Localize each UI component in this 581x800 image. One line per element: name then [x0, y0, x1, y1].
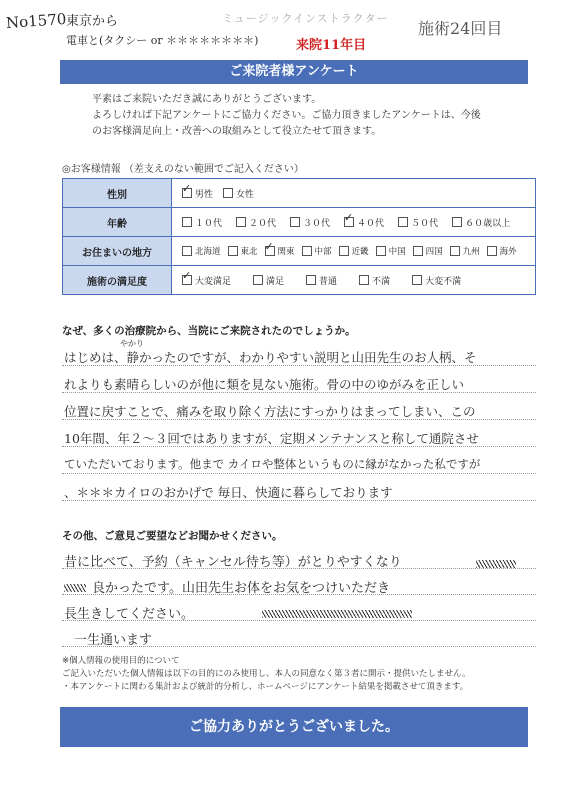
intro-line: 平素はご来院いただき誠にありがとうございます。	[92, 94, 322, 105]
age-option[interactable]: ２０代	[236, 216, 276, 229]
checkbox-icon[interactable]	[253, 275, 263, 285]
checkbox-checked-icon[interactable]	[182, 188, 192, 198]
form-row-gender	[63, 179, 536, 208]
checkbox-icon[interactable]	[450, 246, 460, 256]
region-option[interactable]: 海外	[487, 245, 517, 257]
checkbox-icon[interactable]	[182, 246, 192, 256]
checkbox-checked-icon[interactable]	[265, 246, 275, 256]
age-option[interactable]: ６０歳以上	[452, 216, 510, 229]
age-option[interactable]: ✓ ４０代	[344, 216, 384, 229]
region-option[interactable]: 中国	[376, 245, 406, 257]
gender-option-male[interactable]: ✓ 男性	[182, 187, 213, 200]
age-option[interactable]: ５０代	[398, 216, 438, 229]
checkbox-icon[interactable]	[182, 217, 192, 227]
scribble-mark	[262, 610, 412, 618]
checkbox-icon[interactable]	[376, 246, 386, 256]
checkbox-checked-icon[interactable]	[182, 275, 192, 285]
form-row-age	[63, 208, 536, 237]
checkbox-icon[interactable]	[306, 275, 316, 285]
region-option[interactable]: 四国	[413, 245, 443, 257]
gender-option-female[interactable]: 女性	[223, 187, 254, 200]
answer-1-line: 位置に戻すことで、痛みを取り除く方法にすっかりはまってしまい、この	[64, 404, 476, 419]
intro-text	[92, 92, 532, 140]
footer-thanks: ご協力ありがとうございました。	[60, 707, 528, 747]
satisfaction-option[interactable]: 不満	[359, 274, 390, 287]
answer-1-line: 、＊＊＊カイロのおかげで 毎日、快適に暮らしております	[64, 485, 393, 500]
answer-1-line: はじめは、静かったのですが、わかりやすい説明と山田先生のお人柄、そ	[64, 350, 477, 365]
note-line: ご記入いただいた個人情報は以下の目的にのみ使用し、本人の同意なく第３者に開示・提供いたしません。	[62, 669, 471, 679]
form-row-region	[63, 237, 536, 266]
visit-count: 来院11年目	[296, 38, 367, 53]
answer-1-line: 10年間、年２～３回ではありますが、定期メンテナンスと称して通院させ	[64, 431, 479, 446]
age-option[interactable]: ３０代	[290, 216, 330, 229]
question-1: なぜ、多くの治療院から、当院にご来院されたのでしょうか。	[62, 325, 356, 337]
checkbox-icon[interactable]	[359, 275, 369, 285]
form-label: 施術の満足度	[63, 266, 172, 295]
form-row-satisfaction	[63, 266, 536, 295]
region-option[interactable]: 中部	[302, 245, 332, 257]
intro-line: のお客様満足向上・改善への取組みとして役立たせて頂きます。	[92, 126, 382, 137]
route-line1: 東京から	[66, 14, 119, 29]
route-line2: 電車と(タクシー or ＊＊＊＊＊＊＊＊)	[66, 34, 259, 47]
question-2: その他、ご意見ご要望などお聞かせください。	[62, 530, 283, 542]
note-line: ・本アンケートに関わる集計および統計的分析し、ホームページにアンケート結果を掲載させて頂きます。	[62, 682, 469, 692]
occupation: ミュージックインストラクター	[222, 12, 389, 25]
checkbox-icon[interactable]	[223, 188, 233, 198]
treatment-count: 施術24回目	[418, 19, 503, 38]
answer-1-ruby: やかり	[120, 339, 144, 348]
checkbox-icon[interactable]	[228, 246, 238, 256]
region-option[interactable]: ✓ 関東	[265, 245, 295, 257]
handwritten-header	[0, 0, 581, 58]
checkbox-icon[interactable]	[398, 217, 408, 227]
form-label: 性別	[63, 179, 172, 208]
answer-1-line: ていただいております。他まで カイロや整体というものに縁がなかった私ですが	[64, 457, 481, 471]
region-option[interactable]: 九州	[450, 245, 480, 257]
region-option[interactable]: 北海道	[182, 245, 221, 257]
checkbox-icon[interactable]	[487, 246, 497, 256]
checkbox-icon[interactable]	[452, 217, 462, 227]
checkbox-icon[interactable]	[412, 275, 422, 285]
privacy-notes	[62, 655, 542, 694]
checkbox-icon[interactable]	[339, 246, 349, 256]
answer-1-line: れよりも素晴らしいのが他に類を見ない施術。骨の中のゆがみを正しい	[64, 377, 465, 392]
answer-2-line: 良かったです。山田先生お体をお気をつけいただき	[92, 581, 390, 596]
note-line: ※個人情報の使用目的について	[62, 656, 180, 666]
satisfaction-option[interactable]: ✓ 大変満足	[182, 274, 231, 287]
region-option[interactable]: 近畿	[339, 245, 369, 257]
checkbox-icon[interactable]	[290, 217, 300, 227]
checkbox-checked-icon[interactable]	[344, 217, 354, 227]
satisfaction-option[interactable]: 満足	[253, 274, 284, 287]
form-label: 年齢	[63, 208, 172, 237]
satisfaction-option[interactable]: 普通	[306, 274, 337, 287]
customer-info-title: ◎お客様情報 （差支えのない範囲でご記入ください）	[62, 164, 304, 175]
answer-2-line: 長生きしてください。	[64, 607, 195, 622]
region-option[interactable]: 東北	[228, 245, 258, 257]
checkbox-icon[interactable]	[236, 217, 246, 227]
scribble-mark	[64, 584, 86, 592]
form-label: お住まいの地方	[63, 237, 172, 266]
satisfaction-option[interactable]: 大変不満	[412, 274, 461, 287]
id-number: No1570	[5, 9, 67, 33]
checkbox-icon[interactable]	[413, 246, 423, 256]
checkbox-icon[interactable]	[302, 246, 312, 256]
answer-2-line: 一生通います	[74, 633, 153, 648]
scribble-mark	[476, 560, 516, 568]
intro-line: よろしければ下記アンケートにご協力ください。ご協力頂きましたアンケートは、今後	[92, 110, 481, 121]
answer-2-line: 昔に比べて、予約（キャンセル待ち等）がとりやすくなり	[64, 555, 402, 570]
page-title: ご来院者様アンケート	[60, 60, 528, 84]
customer-info-table	[62, 178, 536, 295]
age-option[interactable]: １０代	[182, 216, 222, 229]
